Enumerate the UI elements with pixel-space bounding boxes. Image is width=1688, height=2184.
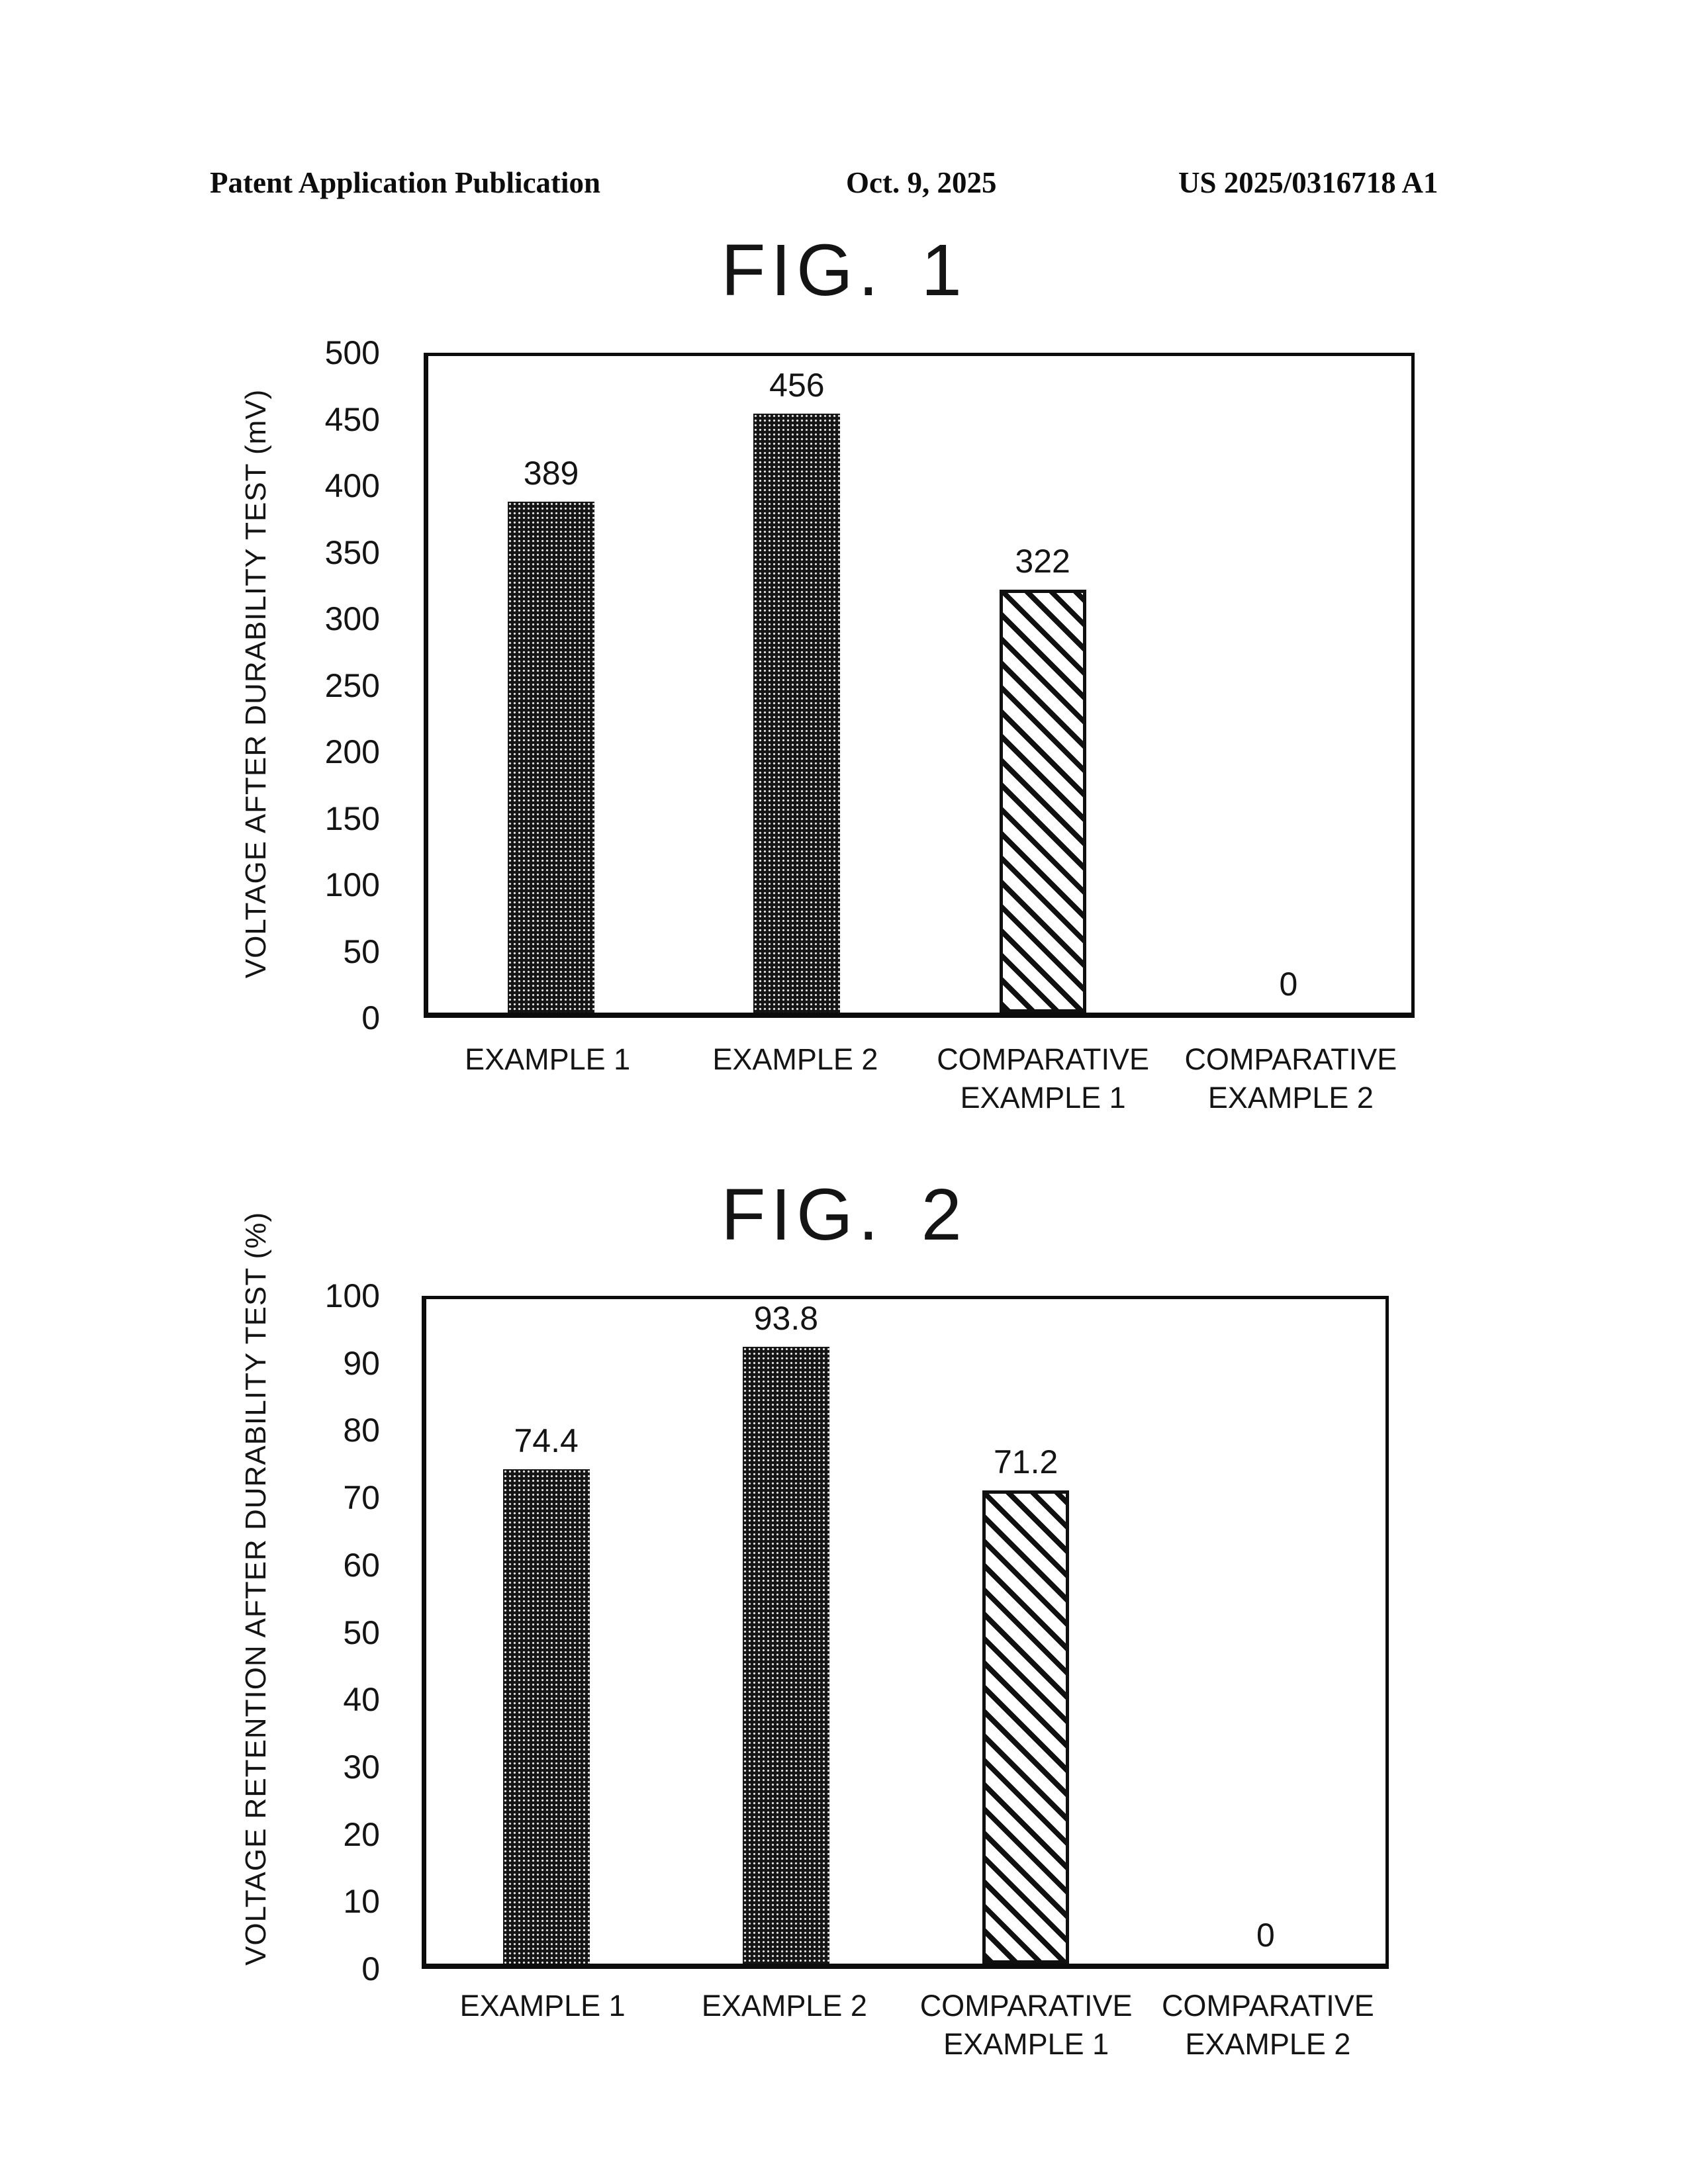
y-axis-tick-label: 80: [343, 1412, 380, 1449]
figure-2-title: FIG. 2: [721, 1174, 967, 1255]
x-axis-category-label-comparative-example-2: COMPARATIVE EXAMPLE 2: [1161, 1989, 1374, 2061]
figure-2-x-axis-labels: [422, 1987, 1389, 2063]
y-axis-tick-label: 150: [324, 799, 380, 837]
y-axis-tick-label: 10: [343, 1883, 380, 1921]
bar-example-2: [753, 414, 840, 1013]
header-publication-date: Oct. 9, 2025: [846, 166, 997, 199]
bar-value-label: 93.8: [753, 1300, 819, 1337]
y-axis-tick-label: 400: [324, 467, 380, 504]
figure-1-y-axis-title: VOLTAGE AFTER DURABILITY TEST (mV): [240, 388, 272, 979]
bar-value-label: 322: [1015, 543, 1070, 580]
bar-column-example-1: [426, 1299, 666, 1964]
y-axis-tick-label: 0: [361, 1950, 380, 1987]
y-axis-tick-label: 100: [324, 866, 380, 903]
y-axis-tick-label: 350: [324, 533, 380, 571]
y-axis-tick-label: 70: [343, 1479, 380, 1517]
figure-2-y-axis-title: VOLTAGE RETENTION AFTER DURABILITY TEST (%): [240, 1211, 272, 1966]
bar-value-label: 74.4: [514, 1422, 579, 1460]
y-axis-tick-label: 20: [343, 1815, 380, 1853]
bar-column-example-2: [674, 356, 919, 1013]
figure-2-y-axis-ticks: [274, 1277, 380, 1987]
bar-column-comparative-example-1: [906, 1299, 1146, 1964]
y-axis-tick-label: 100: [324, 1277, 380, 1314]
bar-column-example-1: [428, 356, 674, 1013]
y-axis-tick-label: 30: [343, 1748, 380, 1786]
y-axis-tick-label: 500: [324, 334, 380, 371]
bar-column-comparative-example-2: [1146, 1299, 1385, 1964]
x-axis-category-label-comparative-example-1: COMPARATIVE EXAMPLE 1: [919, 1989, 1133, 2061]
figure-1-y-axis-ticks: [274, 334, 380, 1036]
bar-example-1: [508, 502, 594, 1013]
x-axis-category-label-example-2: EXAMPLE 2: [701, 1989, 867, 2023]
y-axis-tick-label: 50: [343, 1614, 380, 1651]
y-axis-tick-label: 90: [343, 1344, 380, 1382]
bar-value-label: 0: [1256, 1917, 1275, 1954]
figure-2-plot-area: [422, 1296, 1389, 1969]
bar-value-label: 456: [769, 367, 825, 404]
bar-example-2: [743, 1347, 829, 1964]
figure-1-x-axis-labels: [424, 1040, 1415, 1116]
x-axis-category-label-comparative-example-1: COMPARATIVE EXAMPLE 1: [937, 1042, 1150, 1115]
y-axis-tick-label: 250: [324, 666, 380, 704]
bar-column-example-2: [666, 1299, 906, 1964]
y-axis-tick-label: 60: [343, 1546, 380, 1584]
y-axis-tick-label: 450: [324, 400, 380, 438]
bar-example-1: [503, 1469, 590, 1964]
y-axis-tick-label: 40: [343, 1681, 380, 1719]
bar-comparative-example-1: [1000, 590, 1086, 1013]
x-axis-category-label-example-1: EXAMPLE 1: [465, 1042, 631, 1076]
figure-2-bars: [426, 1299, 1385, 1964]
y-axis-tick-label: 0: [361, 999, 380, 1036]
header-publication-label: Patent Application Publication: [210, 166, 601, 199]
x-axis-category-label-example-2: EXAMPLE 2: [712, 1042, 878, 1076]
figure-1-bars: [428, 356, 1411, 1013]
figure-1-plot-area: [424, 353, 1415, 1018]
y-axis-tick-label: 200: [324, 733, 380, 770]
y-axis-tick-label: 50: [343, 933, 380, 970]
bar-column-comparative-example-2: [1166, 356, 1411, 1013]
y-axis-tick-label: 300: [324, 600, 380, 637]
figure-1-title: FIG. 1: [721, 230, 967, 311]
bar-column-comparative-example-1: [920, 356, 1166, 1013]
bar-value-label: 389: [523, 455, 579, 492]
bar-comparative-example-1: [982, 1490, 1069, 1964]
header-document-number: US 2025/0316718 A1: [1178, 166, 1438, 199]
bar-value-label: 71.2: [993, 1443, 1058, 1481]
bar-value-label: 0: [1279, 966, 1298, 1003]
x-axis-category-label-example-1: EXAMPLE 1: [459, 1989, 626, 2023]
x-axis-category-label-comparative-example-2: COMPARATIVE EXAMPLE 2: [1184, 1042, 1397, 1115]
